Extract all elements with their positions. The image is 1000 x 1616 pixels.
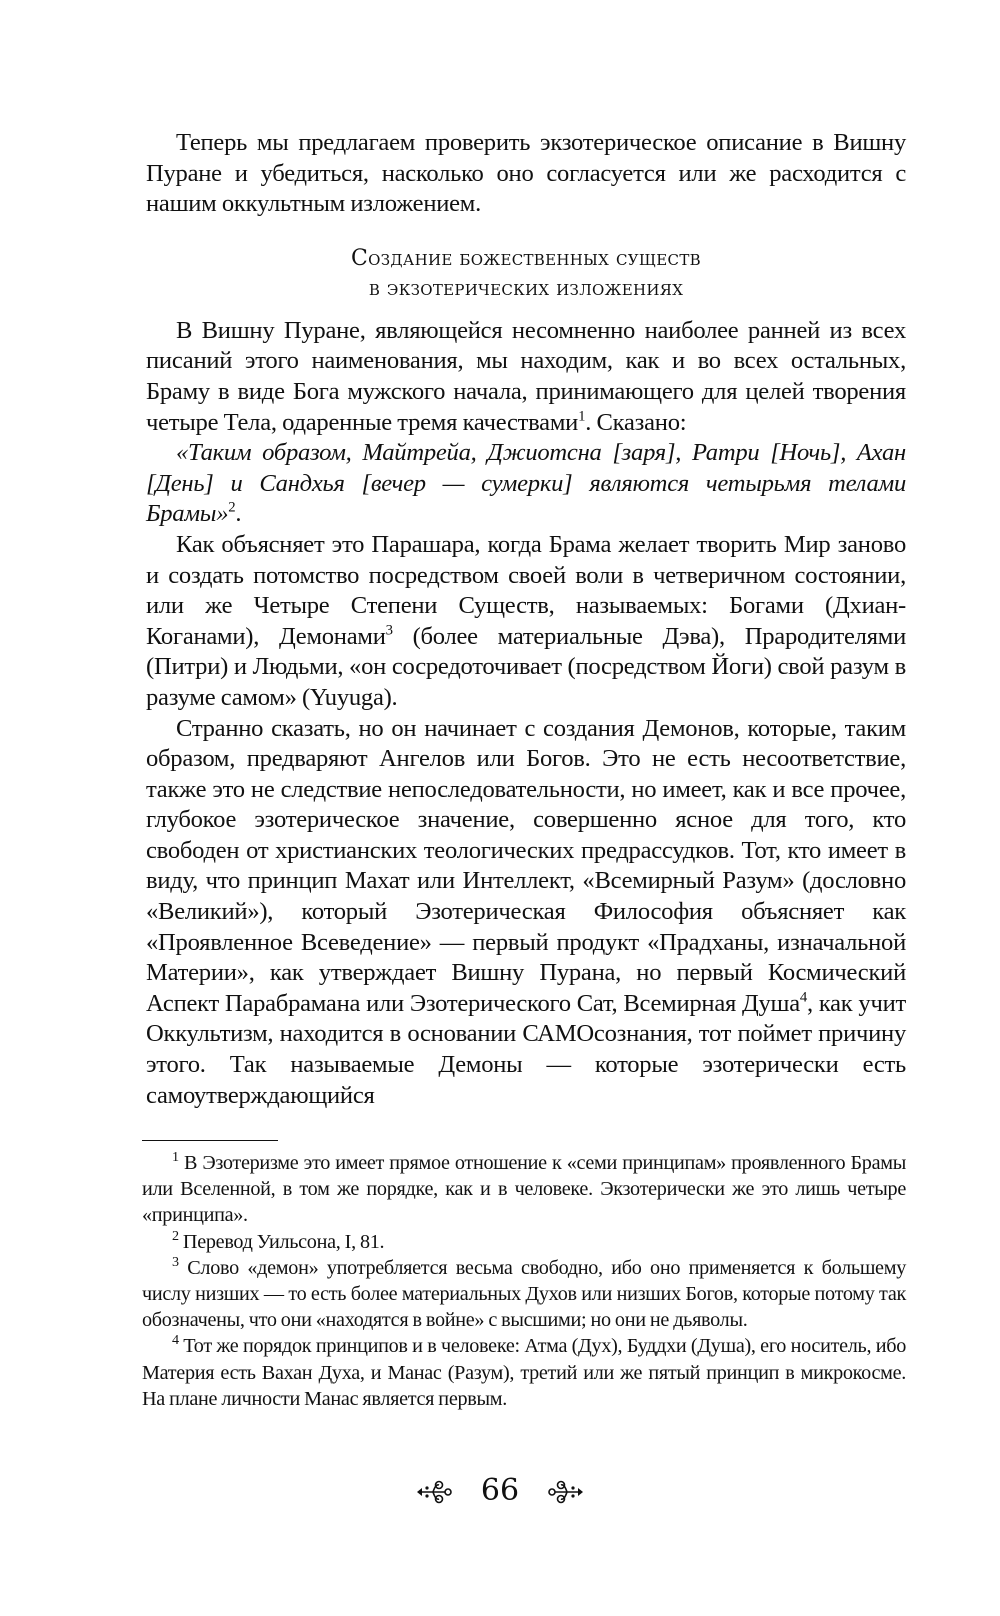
- quote-text: «Таким образом, Майтрейа, Джиотсна [заря], Ратри [Ночь], Ахан [День] и Сандхья [вечер — сумерки] являются четырьмя телами Брамы»: [146, 439, 906, 528]
- footnote-ref-1[interactable]: 1: [578, 407, 586, 424]
- paragraph-text: (более материальные Дэва), Прародителями (Питри) и Людьми, «он сосредоточивает (посредством Йоги) свой разум в разуме самом» (Yuyuga).: [146, 622, 906, 711]
- section-heading-line-1: Создание божественных существ: [351, 245, 701, 271]
- quote-trailing-punct: .: [235, 500, 242, 528]
- footnote-1: [142, 1150, 906, 1229]
- flourish-ornament-right-icon: [545, 1477, 585, 1505]
- footnote-3: [142, 1255, 906, 1334]
- page-body: [146, 128, 906, 1111]
- paragraph-text: В Вишну Пуране, являющейся несомненно наиболее ранней из всех писаний этого наименования, мы находим, как и во всех остальных, Браму в виде Бога мужского начала, принимающего для целей творения четыре Тела, одаренные тремя качествами: [146, 316, 906, 436]
- footnote-text: Слово «демон» употребляется весьма свободно, ибо оно применяется к большему числу низших — то есть более материальных Духов или низших Богов, которые потому так обозначены, что они «находятся в войне» с высшими; но они не дьяволы.: [142, 1256, 906, 1332]
- footnote-text: В Эзотеризме это имеет прямое отношение к «семи принципам» проявленного Брамы или Вселенной, в том же порядке, как и в человеке. Экзотерически же это лишь четыре «принципа».: [142, 1152, 906, 1227]
- paragraph-demons: [146, 714, 906, 1112]
- footnote-mark: 3: [172, 1254, 179, 1271]
- page-number: 66: [480, 1473, 520, 1508]
- footnotes: [142, 1150, 906, 1412]
- quote-paragraph: [146, 438, 906, 530]
- paragraph-text: . Сказано:: [585, 408, 687, 436]
- footnote-4: [142, 1333, 906, 1412]
- paragraph-vishnu-purana: [146, 316, 906, 438]
- paragraph-text: , как учит Оккультизм, находится в основании САМОсознания, тот поймет причину этого. Так называемые Демоны — которые эзотерически есть самоутверждающийся: [146, 989, 906, 1109]
- paragraph-text: Странно сказать, но он начинает с создания Демонов, которые, таким образом, предваряют Ангелов или Богов. Это не есть несоответствие, также это не следствие непоследовательности, но имеет, как и все прочее, глубокое эзотерическое значение, совершенно ясное для того, кто свободен от христианских теологических предрассудков. Тот, кто имеет в виду, что принцип Махат или Интеллект, «Всемирный Разум» (дословно «Великий»), который Эзотерическая Философия объясняет как «Проявленное Всеведение» — первый продукт «Прадханы, изначальной Материи», как утверждает Вишну Пурана, но первый Космический Аспект Парабрамана или Эзотерического Сат, Всемирная Душа: [146, 714, 906, 1017]
- footnote-ref-4[interactable]: 4: [799, 989, 808, 1006]
- page-folio: [0, 1470, 1000, 1511]
- paragraph-parashara: [146, 530, 906, 714]
- footnote-text: Тот же порядок принципов и в человеке: Атма (Дух), Буддхи (Душа), его носитель, ибо Материя есть Вахан Духа, и Манас (Разум), третий или же пятый принцип в микрокосме. На плане личности Манас является первым.: [142, 1335, 906, 1410]
- footnote-mark: 4: [172, 1332, 179, 1349]
- footnote-2: [142, 1229, 906, 1255]
- paragraph-text: Как объясняет это Парашара, когда Брама желает творить Мир заново и создать потомство посредством своей воли в четверичном состоянии, или же Четыре Степени Существ, называемых: Богами (Дхиан-Коганами), Демонами: [146, 530, 906, 650]
- section-heading-line-2: в экзотерических изложениях: [368, 275, 684, 301]
- footnote-text: Перевод Уильсона, I, 81.: [182, 1230, 385, 1253]
- footnote-mark: 2: [172, 1227, 179, 1244]
- footnote-ref-3[interactable]: 3: [385, 622, 393, 639]
- section-heading: [146, 244, 906, 304]
- footnote-mark: 1: [172, 1149, 179, 1166]
- footnote-divider: [142, 1140, 278, 1141]
- footnote-ref-2[interactable]: 2: [228, 499, 236, 516]
- flourish-ornament-left-icon: [415, 1477, 455, 1505]
- intro-paragraph: Теперь мы предлагаем проверить экзотерическое описание в Вишну Пуране и убедиться, насколько оно согласуется или же расходится с нашим оккультным изложением.: [146, 129, 906, 218]
